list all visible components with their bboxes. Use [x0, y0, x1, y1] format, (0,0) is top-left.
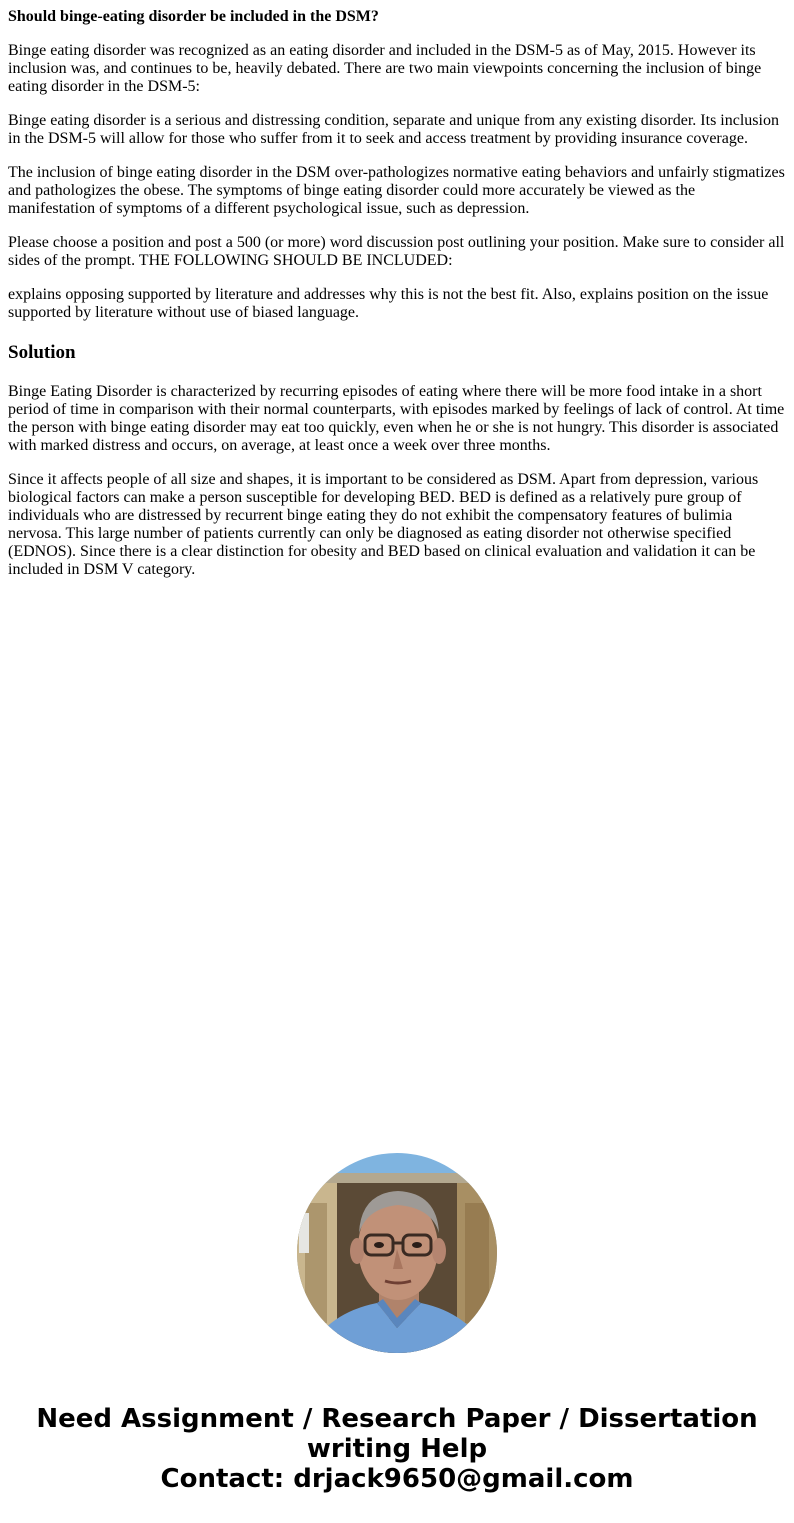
document-content: [8, 0, 786, 579]
question-paragraph: Binge eating disorder is a serious and distressing condition, separate and unique from any existing disorder. Its inclusion in the DSM-5 will allow for those who suffer from it to seek and access treatment by providing insurance coverage.: [8, 112, 779, 147]
contact-line: Need Assignment / Research Paper / Dissertation: [36, 1404, 758, 1434]
contact-email: Contact: drjack9650@gmail.com: [160, 1464, 634, 1494]
question-paragraph: The inclusion of binge eating disorder in the DSM over-pathologizes normative eating behaviors and unfairly stigmatizes and pathologizes the obese. The symptoms of binge eating disorder could more accurately be viewed as the manifestation of symptoms of a different psychological issue, such as depression.: [8, 164, 785, 217]
solution-paragraph: Binge Eating Disorder is characterized by recurring episodes of eating where there will be more food intake in a short period of time in comparison with their normal counterparts, with episodes marked by feelings of lack of control. At time the person with binge eating disorder may eat too quickly, even when he or she is not hungry. This disorder is associated with marked distress and occurs, on average, at least once a week over three months.: [8, 383, 785, 454]
question-paragraph: Binge eating disorder was recognized as an eating disorder and included in the DSM-5 as of May, 2015. However its inclusion was, and continues to be, heavily debated. There are two main viewpoints concerning the inclusion of binge eating disorder in the DSM-5:: [8, 42, 762, 95]
question-title: Should binge-eating disorder be included in the DSM?: [8, 8, 379, 25]
contact-banner: [0, 1404, 794, 1494]
question-paragraph: Please choose a position and post a 500 (or more) word discussion post outlining your position. Make sure to consider all sides of the prompt. THE FOLLOWING SHOULD BE INCLUDED:: [8, 234, 785, 269]
solution-paragraph: Since it affects people of all size and shapes, it is important to be considered as DSM. Apart from depression, various biological factors can make a person susceptible for developing BED. BED is defined as a relatively pure group of individuals who are distressed by recurrent binge eating they do not exhibit the compensatory features of bulimia nervosa. This large number of patients currently can only be diagnosed as eating disorder not otherwise specified (EDNOS). Since there is a clear distinction for obesity and BED based on clinical evaluation and validation it can be included in DSM V category.: [8, 471, 759, 578]
solution-heading: Solution: [8, 342, 76, 363]
contact-line: writing Help: [306, 1434, 488, 1464]
author-portrait-icon: [297, 1153, 497, 1353]
author-photo: [297, 1153, 497, 1353]
question-paragraph: explains opposing supported by literature and addresses why this is not the best fit. Also, explains position on the issue supported by literature without use of biased language.: [8, 286, 769, 321]
